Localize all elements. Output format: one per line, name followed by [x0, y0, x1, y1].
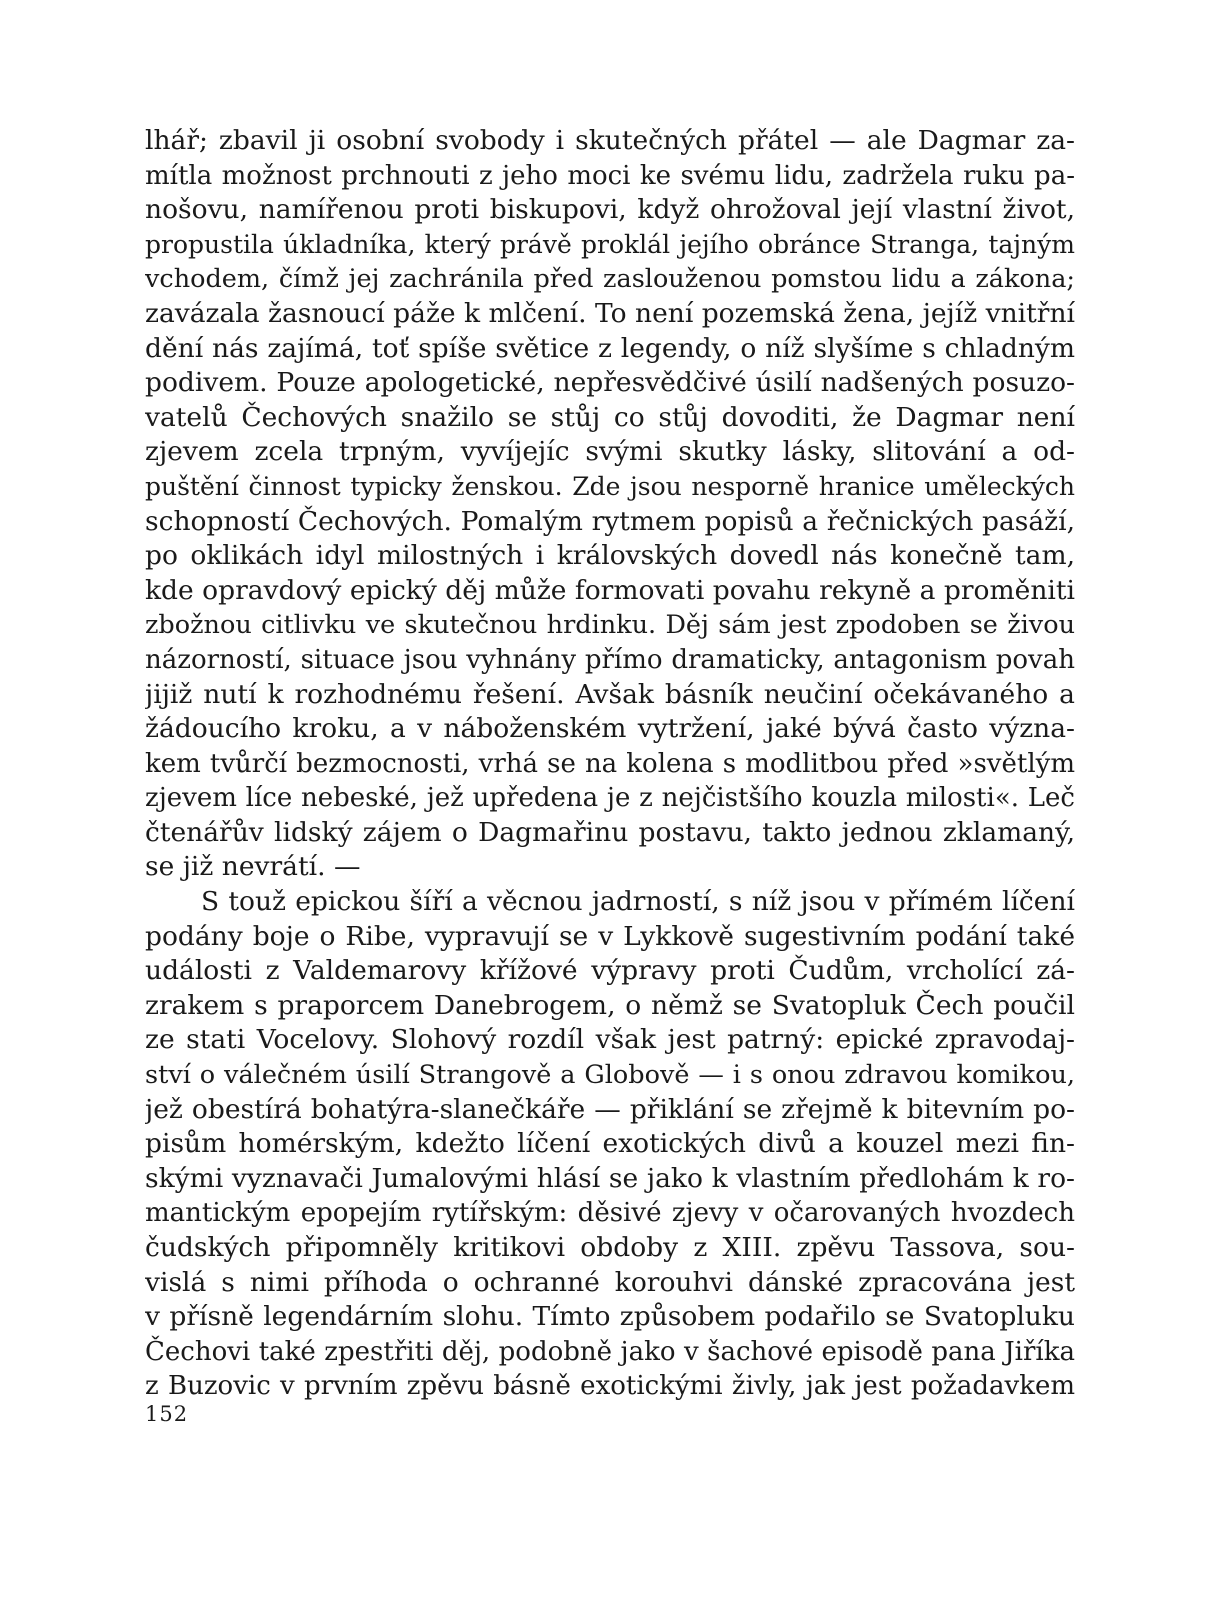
paragraph-1 — [145, 124, 1075, 885]
text-line: dění nás zajímá, toť spíše světice z legendy, o níž slyšíme s chladným — [145, 332, 1075, 364]
text-line: zjevem líce nebeské, jež upředena je z nejčistšího kouzla milosti«. Leč — [145, 783, 1075, 814]
text-line: vchodem, čímž jej zachránila před zaslouženou pomstou lidu a zákona; — [145, 264, 1075, 295]
text-line: mítla možnost prchnouti z jeho moci ke svému lidu, zadržela ruku pa- — [145, 160, 1075, 191]
text-line: čudských připomněly kritikovi obdoby z XIII. zpěvu Tassova, sou- — [145, 1232, 1075, 1263]
text-line: Čechovi také zpestřiti děj, podobně jako v šachové episodě pana Jiříka — [145, 1336, 1075, 1367]
text-line: žádoucího kroku, a v náboženském vytržení, jaké bývá často význa- — [145, 713, 1075, 745]
text-line: z Buzovic v prvním zpěvu básně exotickými živly, jak jest požadavkem — [145, 1371, 1075, 1402]
text-line: pisům homérským, kdežto líčení exotických divů a kouzel mezi fin- — [145, 1128, 1075, 1160]
text-line: po oklikách idyl milostných i královských dovedl nás konečně tam, — [145, 540, 1075, 572]
text-line: kde opravdový epický děj může formovati povahu rekyně a proměniti — [145, 574, 1075, 606]
text-line: mantickým epopejím rytířským: děsivé zjevy v očarovaných hvozdech — [145, 1198, 1075, 1229]
text-line: zavázala žasnoucí páže k mlčení. To není pozemská žena, jejíž vnitřní — [145, 297, 1075, 329]
text-line: nošovu, namířenou proti biskupovi, když ohrožoval její vlastní život, — [145, 194, 1075, 226]
text-line: jijiž nutí k rozhodnému řešení. Avšak básník neučiní očekávaného a — [145, 678, 1075, 710]
body-text — [145, 124, 1075, 1404]
text-line: čtenářův lidský zájem o Dagmařinu postavu, takto jednou zklamaný, — [145, 816, 1075, 848]
text-line: názorností, situace jsou vyhnány přímo dramaticky, antagonism povah — [145, 644, 1075, 675]
text-line: schopností Čechových. Pomalým rytmem popisů a řečnických pasáží, — [145, 505, 1075, 537]
page-number: 152 — [145, 1402, 189, 1426]
text-line: události z Valdemarovy křížové výpravy proti Čudům, vrcholící zá- — [145, 955, 1075, 987]
text-line: podivem. Pouze apologetické, nepřesvědčivé úsilí nadšených posuzo- — [145, 367, 1075, 399]
text-line: zjevem zcela trpným, vyvíjejíc svými skutky lásky, slitování a od- — [145, 436, 1075, 468]
text-line: S touž epickou šíří a věcnou jadrností, s níž jsou v přímém líčení — [201, 886, 1075, 918]
text-line: ství o válečném úsilí Strangově a Globově — i s onou zdravou komikou, — [145, 1060, 1075, 1091]
text-line: v přísně legendárním slohu. Tímto způsobem podařilo se Svatopluku — [145, 1301, 1075, 1333]
text-line: vislá s nimi příhoda o ochranné korouhvi dánské zpracována jest — [145, 1266, 1075, 1298]
text-line: lhář; zbavil ji osobní svobody i skutečných přátel — ale Dagmar za- — [145, 125, 1075, 156]
text-line: jež obestírá bohatýra-slanečkáře — přiklání se zřejmě k bitevním po- — [145, 1093, 1075, 1125]
text-line: zrakem s praporcem Danebrogem, o němž se Svatopluk Čech poučil — [145, 989, 1075, 1021]
paragraph-2 — [145, 885, 1075, 1404]
text-line: propustila úkladníka, který právě proklál jejího obránce Stranga, tajným — [145, 229, 1075, 259]
text-line: puštění činnost typicky ženskou. Zde jsou nesporně hranice uměleckých — [145, 471, 1075, 501]
text-line: podány boje o Ribe, vypravují se v Lykkově sugestivním podání také — [145, 920, 1075, 952]
text-line: zbožnou citlivku ve skutečnou hrdinku. Děj sám jest zpodoben se živou — [145, 610, 1075, 641]
text-line: skými vyznavači Jumalovými hlásí se jako k vlastním předlohám k ro- — [145, 1162, 1075, 1194]
text-line: vatelů Čechových snažilo se stůj co stůj dovoditi, že Dagmar není — [145, 401, 1075, 433]
text-line: ze stati Vocelovy. Slohový rozdíl však jest patrný: epické zpravodaj- — [145, 1024, 1075, 1056]
text-line: kem tvůrčí bezmocnosti, vrhá se na kolena s modlitbou před »světlým — [145, 748, 1075, 779]
text-line: se již nevrátí. — — [145, 851, 361, 883]
